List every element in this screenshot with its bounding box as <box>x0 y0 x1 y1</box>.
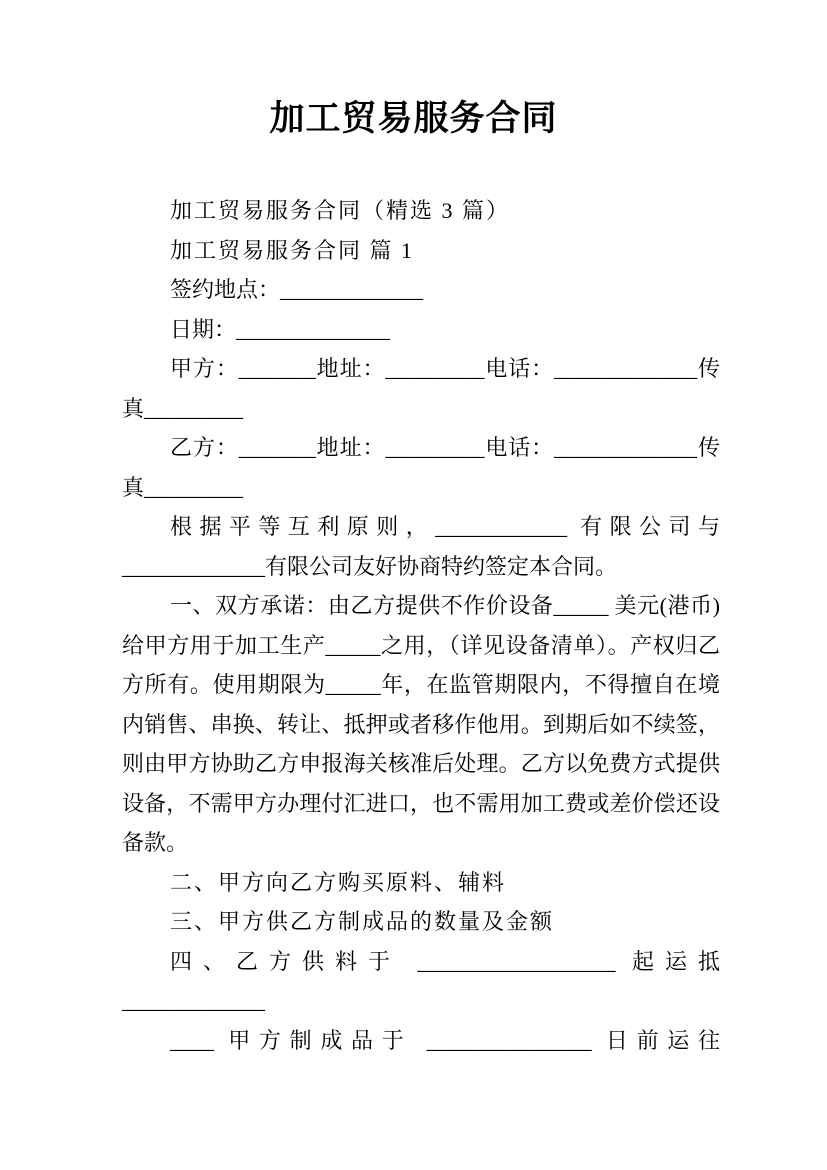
article-3: 三、甲方供乙方制成品的数量及金额 <box>170 909 555 934</box>
preamble: 根据平等互利原则，____________ 有限公司与_____________有限公司友好协商特约签定本合同。 <box>122 514 720 579</box>
finished-goods-line: ____ 甲方制成品于 _______________ 日前运往 <box>170 1027 720 1053</box>
document-body <box>122 191 720 1060</box>
party-a-line: 甲方：_______地址：_________电话：_____________传真_________ <box>122 356 720 421</box>
article-2: 二、甲方向乙方购买原料、辅料 <box>170 869 507 895</box>
article-1: 一、双方承诺：由乙方提供不作价设备_____ 美元(港币)给甲方用于加工生产_____之用，（详见设备清单）。产权归乙方所有。使用期限为_____年，在监管期限内，不得擅自在境内销售、串换、转让、抵押或者移作他用。到期后如不续签，则由甲方协助乙方申报海关核准后处理。乙方以免费方式提供设备，不需甲方办理付汇进口，也不需用加工费或差价偿还设备款。 <box>122 593 720 855</box>
document-title: 加工贸易服务合同 <box>269 99 558 138</box>
collection-heading: 加工贸易服务合同（精选 3 篇） <box>170 198 511 223</box>
signing-place-line: 签约地点：_____________ <box>170 277 424 302</box>
party-b-line: 乙方：_______地址：_________电话：_____________传真_________ <box>122 435 720 500</box>
article-4: 四、乙方供料于 __________________ 起运抵_____________ <box>122 948 720 1013</box>
date-line: 日期：______________ <box>170 316 391 342</box>
piece-heading: 加工贸易服务合同 篇 1 <box>170 237 415 263</box>
